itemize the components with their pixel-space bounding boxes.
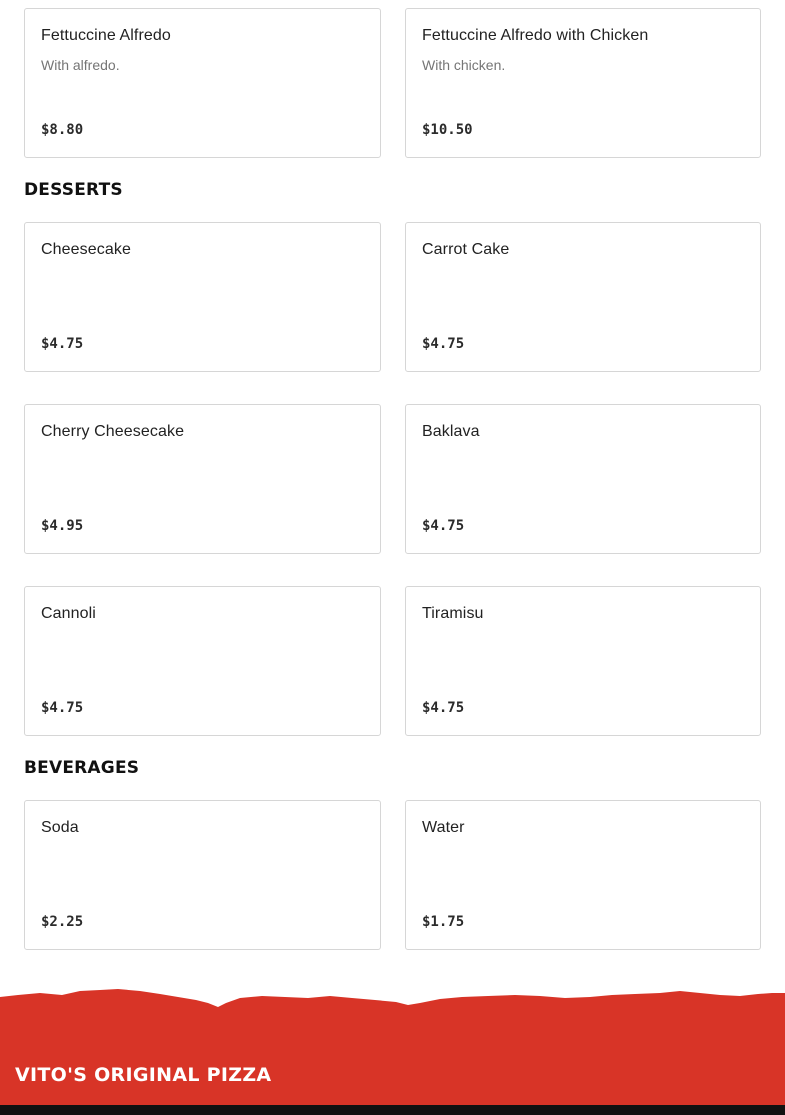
menu-item-price: $8.80: [41, 122, 84, 138]
menu-item-price: $4.75: [422, 336, 465, 352]
section-heading-beverages: BEVERAGES: [24, 758, 140, 778]
menu-item-card[interactable]: [405, 586, 761, 736]
desserts-items-grid: [24, 222, 761, 736]
footer-bottom-bar: [0, 1105, 785, 1115]
menu-item-card[interactable]: [24, 586, 381, 736]
menu-item-name: Cannoli: [41, 605, 96, 622]
menu-item-name: Cherry Cheesecake: [41, 423, 185, 440]
pasta-items-grid: [24, 8, 761, 158]
menu-container: [24, 0, 761, 950]
menu-item-name: Fettuccine Alfredo with Chicken: [422, 27, 649, 44]
torn-paper-edge: [0, 985, 785, 1115]
menu-item-card[interactable]: [405, 8, 761, 158]
menu-item-price: $4.75: [41, 700, 84, 716]
menu-item-price: $4.75: [422, 518, 465, 534]
menu-item-name: Baklava: [422, 423, 480, 440]
menu-item-card[interactable]: [405, 222, 761, 372]
beverages-items-grid: [24, 800, 761, 950]
menu-item-name: Water: [422, 819, 465, 836]
menu-item-description: With alfredo.: [41, 57, 120, 73]
menu-item-card[interactable]: [24, 800, 381, 950]
menu-item-price: $4.95: [41, 518, 84, 534]
menu-item-card[interactable]: [405, 800, 761, 950]
footer-restaurant-name: VITO'S ORIGINAL PIZZA: [15, 1064, 272, 1086]
menu-item-card[interactable]: [24, 404, 381, 554]
menu-item-card[interactable]: [24, 8, 381, 158]
menu-item-card[interactable]: [24, 222, 381, 372]
menu-item-name: Tiramisu: [422, 605, 484, 622]
menu-item-name: Fettuccine Alfredo: [41, 27, 171, 44]
menu-item-description: With chicken.: [422, 57, 506, 73]
menu-item-name: Soda: [41, 819, 79, 836]
site-footer: [0, 985, 785, 1115]
section-heading-desserts: DESSERTS: [24, 180, 123, 200]
menu-item-price: $10.50: [422, 122, 473, 138]
menu-item-price: $1.75: [422, 914, 465, 930]
menu-item-price: $4.75: [422, 700, 465, 716]
menu-item-price: $4.75: [41, 336, 84, 352]
menu-item-name: Cheesecake: [41, 241, 131, 258]
menu-item-card[interactable]: [405, 404, 761, 554]
menu-item-name: Carrot Cake: [422, 241, 510, 258]
menu-item-price: $2.25: [41, 914, 84, 930]
